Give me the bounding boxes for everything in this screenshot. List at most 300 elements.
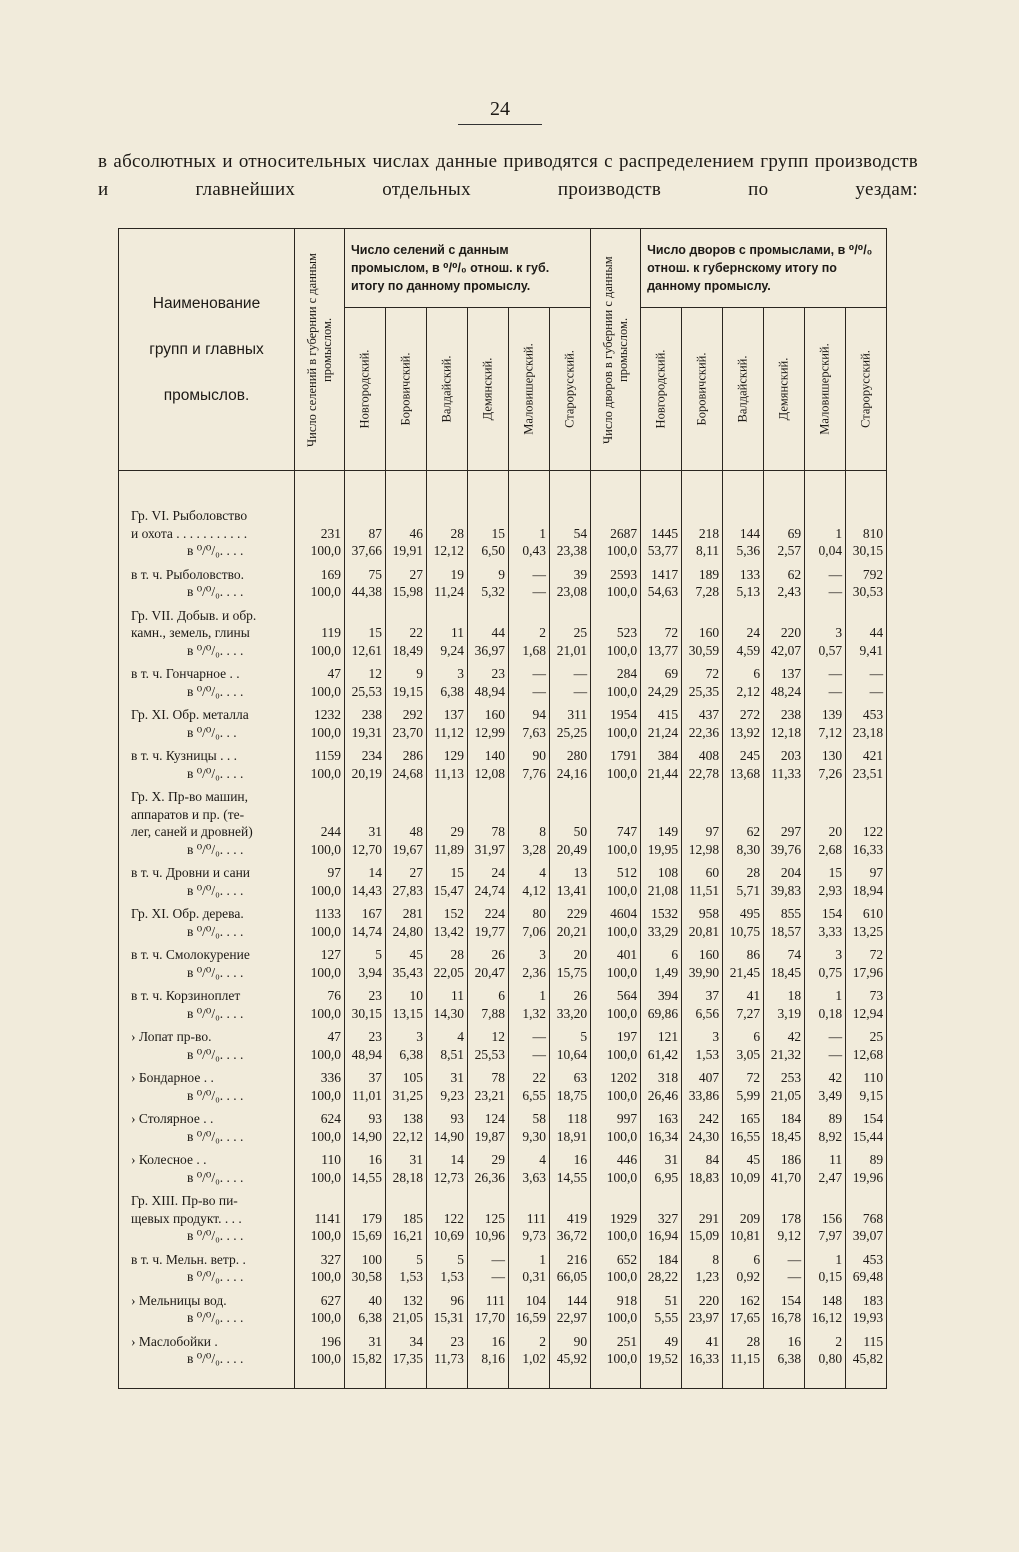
- cell-absolute: 97: [682, 823, 723, 841]
- cell-absolute: 27: [386, 566, 427, 584]
- cell-absolute: 627: [295, 1292, 345, 1310]
- cell-percent: 19,93: [846, 1309, 887, 1327]
- cell-absolute: 89: [805, 1110, 846, 1128]
- header-district-label: Старорусский.: [562, 350, 577, 428]
- cell-absolute: 1929: [591, 1210, 641, 1228]
- cell-percent: 100,0: [591, 1046, 641, 1064]
- table-row: [119, 507, 887, 525]
- cell-percent: 16,55: [723, 1128, 764, 1146]
- cell-absolute: 2: [509, 624, 550, 642]
- cell-percent: 100,0: [295, 964, 345, 982]
- cell-absolute: 49: [641, 1333, 682, 1351]
- cell-percent: 16,94: [641, 1227, 682, 1245]
- cell-percent: 1,32: [509, 1005, 550, 1023]
- cell-absolute: 23: [345, 1028, 386, 1046]
- cell-absolute: 154: [764, 1292, 805, 1310]
- cell-absolute: 2: [805, 1333, 846, 1351]
- cell-percent: 8,16: [468, 1350, 509, 1368]
- cell-percent: 100,0: [295, 923, 345, 941]
- cell-percent: 11,13: [427, 765, 468, 783]
- cell-percent: 15,09: [682, 1227, 723, 1245]
- cell-percent: 54,63: [641, 583, 682, 601]
- cell-percent: 23,97: [682, 1309, 723, 1327]
- cell-absolute: 292: [386, 706, 427, 724]
- cell-percent: 33,29: [641, 923, 682, 941]
- cell-absolute: 1133: [295, 905, 345, 923]
- table-row: [119, 765, 887, 783]
- row-label: в ⁰/⁰/₀. . .: [119, 724, 295, 742]
- cell-percent: 25,53: [345, 683, 386, 701]
- cell-absolute: 62: [764, 566, 805, 584]
- cell-absolute: 29: [427, 823, 468, 841]
- cell-absolute: 229: [550, 905, 591, 923]
- row-label: Гр. XI. Обр. дерева.: [119, 905, 295, 923]
- cell-percent: 21,05: [764, 1087, 805, 1105]
- cell-absolute: 189: [682, 566, 723, 584]
- cell-absolute: 1417: [641, 566, 682, 584]
- cell-absolute: 1141: [295, 1210, 345, 1228]
- cell-percent: 41,70: [764, 1169, 805, 1187]
- cell-percent: 9,24: [427, 642, 468, 660]
- row-label: в ⁰/⁰/₀. . . .: [119, 1350, 295, 1368]
- cell-percent: 31,25: [386, 1087, 427, 1105]
- cell-absolute: 6: [468, 987, 509, 1005]
- table-row: [119, 923, 887, 941]
- cell-percent: 19,77: [468, 923, 509, 941]
- cell-absolute: 96: [427, 1292, 468, 1310]
- cell-absolute: 3: [427, 665, 468, 683]
- cell-absolute: 3: [509, 946, 550, 964]
- row-label: Гр. VI. Рыболовство: [119, 507, 295, 525]
- header-name-line: групп и главных: [149, 340, 264, 358]
- cell-absolute: 958: [682, 905, 723, 923]
- cell-percent: 19,67: [386, 841, 427, 859]
- cell-percent: 18,75: [550, 1087, 591, 1105]
- cell-absolute: 63: [550, 1069, 591, 1087]
- cell-absolute: 160: [468, 706, 509, 724]
- cell-percent: 12,18: [764, 724, 805, 742]
- cell-absolute: 28: [427, 946, 468, 964]
- cell-percent: 3,63: [509, 1169, 550, 1187]
- cell-percent: 15,75: [550, 964, 591, 982]
- cell-percent: 19,15: [386, 683, 427, 701]
- table-row: [119, 1151, 887, 1169]
- cell-absolute: 162: [723, 1292, 764, 1310]
- cell-percent: 39,90: [682, 964, 723, 982]
- cell-absolute: 44: [846, 624, 887, 642]
- cell-percent: 100,0: [295, 1087, 345, 1105]
- table-row: [119, 607, 887, 625]
- cell-absolute: 224: [468, 905, 509, 923]
- cell-percent: 12,73: [427, 1169, 468, 1187]
- cell-percent: 7,06: [509, 923, 550, 941]
- cell-absolute: 132: [386, 1292, 427, 1310]
- cell-absolute: 133: [723, 566, 764, 584]
- cell-percent: 2,36: [509, 964, 550, 982]
- cell-absolute: 23: [427, 1333, 468, 1351]
- cell-absolute: 311: [550, 706, 591, 724]
- cell-absolute: 4: [509, 864, 550, 882]
- cell-absolute: 204: [764, 864, 805, 882]
- cell-percent: 1,49: [641, 964, 682, 982]
- cell-percent: 9,15: [846, 1087, 887, 1105]
- cell-absolute: 48: [386, 823, 427, 841]
- cell-absolute: 394: [641, 987, 682, 1005]
- header-district: [764, 308, 805, 471]
- cell-absolute: 26: [550, 987, 591, 1005]
- cell-absolute: 75: [345, 566, 386, 584]
- cell-absolute: 105: [386, 1069, 427, 1087]
- page-number: 24: [490, 98, 510, 120]
- cell-absolute: 90: [550, 1333, 591, 1351]
- table-row: [119, 823, 887, 841]
- cell-absolute: —: [764, 1251, 805, 1269]
- cell-percent: 0,31: [509, 1268, 550, 1286]
- cell-absolute: 138: [386, 1110, 427, 1128]
- cell-absolute: 16: [345, 1151, 386, 1169]
- table-row: [119, 566, 887, 584]
- row-label: в ⁰/⁰/₀. . . .: [119, 765, 295, 783]
- row-label: в т. ч. Гончарное . .: [119, 665, 295, 683]
- cell-absolute: 127: [295, 946, 345, 964]
- table-row: [119, 1268, 887, 1286]
- row-label: камн., земель, глины: [119, 624, 295, 642]
- cell-percent: 1,68: [509, 642, 550, 660]
- table-row: [119, 583, 887, 601]
- cell-percent: 100,0: [591, 1169, 641, 1187]
- cell-percent: 30,15: [846, 542, 887, 560]
- cell-absolute: 3: [805, 946, 846, 964]
- cell-percent: 9,23: [427, 1087, 468, 1105]
- cell-absolute: 18: [764, 987, 805, 1005]
- cell-percent: 9,12: [764, 1227, 805, 1245]
- table-row: [119, 724, 887, 742]
- cell-percent: 100,0: [591, 964, 641, 982]
- cell-absolute: 41: [723, 987, 764, 1005]
- cell-percent: 15,31: [427, 1309, 468, 1327]
- cell-absolute: 44: [468, 624, 509, 642]
- cell-percent: 18,91: [550, 1128, 591, 1146]
- cell-percent: 6,95: [641, 1169, 682, 1187]
- cell-percent: 53,77: [641, 542, 682, 560]
- table-row: [119, 1128, 887, 1146]
- cell-percent: 100,0: [295, 1128, 345, 1146]
- cell-absolute: 220: [764, 624, 805, 642]
- cell-percent: 100,0: [295, 1309, 345, 1327]
- cell-absolute: 495: [723, 905, 764, 923]
- table-row: [119, 624, 887, 642]
- cell-percent: —: [805, 683, 846, 701]
- table-row: [119, 905, 887, 923]
- cell-absolute: 1: [805, 1251, 846, 1269]
- table-row: [119, 1210, 887, 1228]
- header-district: [386, 308, 427, 471]
- cell-absolute: 165: [723, 1110, 764, 1128]
- table-row: [119, 1087, 887, 1105]
- cell-percent: 1,53: [427, 1268, 468, 1286]
- cell-percent: 24,80: [386, 923, 427, 941]
- cell-percent: 100,0: [591, 583, 641, 601]
- cell-absolute: —: [509, 566, 550, 584]
- cell-absolute: 384: [641, 747, 682, 765]
- cell-percent: 11,01: [345, 1087, 386, 1105]
- cell-absolute: 72: [723, 1069, 764, 1087]
- cell-percent: 23,70: [386, 724, 427, 742]
- cell-absolute: —: [550, 665, 591, 683]
- cell-percent: 100,0: [591, 882, 641, 900]
- cell-percent: 9,41: [846, 642, 887, 660]
- header-district-label: Демянский.: [480, 357, 495, 421]
- table-row: [119, 1350, 887, 1368]
- cell-percent: 20,19: [345, 765, 386, 783]
- cell-percent: 2,47: [805, 1169, 846, 1187]
- cell-absolute: 25: [846, 1028, 887, 1046]
- table-row: [119, 1046, 887, 1064]
- cell-absolute: 110: [295, 1151, 345, 1169]
- cell-percent: 6,56: [682, 1005, 723, 1023]
- cell-absolute: 20: [805, 823, 846, 841]
- cell-percent: 45,82: [846, 1350, 887, 1368]
- cell-absolute: 40: [345, 1292, 386, 1310]
- intro-paragraph: в абсолютных и относительных числах данные приводятся с распределением групп производств и главнейших отдельных производств по уездам:: [98, 151, 918, 200]
- cell-absolute: 286: [386, 747, 427, 765]
- cell-percent: 39,76: [764, 841, 805, 859]
- cell-percent: 22,36: [682, 724, 723, 742]
- header-households-total: [591, 229, 641, 471]
- cell-percent: 3,33: [805, 923, 846, 941]
- cell-percent: 11,89: [427, 841, 468, 859]
- cell-percent: 3,49: [805, 1087, 846, 1105]
- header-district: [509, 308, 550, 471]
- cell-absolute: 167: [345, 905, 386, 923]
- cell-absolute: —: [509, 665, 550, 683]
- header-name-line: промыслов.: [163, 386, 250, 404]
- cell-absolute: 9: [386, 665, 427, 683]
- cell-absolute: 218: [682, 525, 723, 543]
- cell-percent: 7,88: [468, 1005, 509, 1023]
- cell-absolute: 10: [386, 987, 427, 1005]
- table-row: [119, 1292, 887, 1310]
- cell-percent: 8,92: [805, 1128, 846, 1146]
- cell-absolute: 446: [591, 1151, 641, 1169]
- cell-percent: 44,38: [345, 583, 386, 601]
- header-district: [641, 308, 682, 471]
- table-row: [119, 1169, 887, 1187]
- cell-percent: 1,02: [509, 1350, 550, 1368]
- table-row: [119, 806, 887, 824]
- cell-absolute: 918: [591, 1292, 641, 1310]
- cell-absolute: 148: [805, 1292, 846, 1310]
- cell-absolute: 29: [468, 1151, 509, 1169]
- cell-absolute: 47: [295, 665, 345, 683]
- cell-absolute: 37: [345, 1069, 386, 1087]
- cell-percent: 17,70: [468, 1309, 509, 1327]
- row-label: › Маслобойки .: [119, 1333, 295, 1351]
- cell-percent: 13,25: [846, 923, 887, 941]
- table-row: [119, 665, 887, 683]
- cell-percent: 0,80: [805, 1350, 846, 1368]
- cell-percent: 19,52: [641, 1350, 682, 1368]
- cell-absolute: 72: [641, 624, 682, 642]
- cell-absolute: 93: [345, 1110, 386, 1128]
- header-district: [805, 308, 846, 471]
- cell-percent: —: [509, 1046, 550, 1064]
- cell-percent: 45,92: [550, 1350, 591, 1368]
- cell-percent: 100,0: [591, 841, 641, 859]
- row-label: в ⁰/⁰/₀. . . .: [119, 683, 295, 701]
- cell-absolute: 652: [591, 1251, 641, 1269]
- cell-percent: 6,38: [386, 1046, 427, 1064]
- cell-absolute: 149: [641, 823, 682, 841]
- cell-absolute: 28: [723, 1333, 764, 1351]
- cell-percent: 12,08: [468, 765, 509, 783]
- cell-percent: 7,63: [509, 724, 550, 742]
- cell-absolute: 69: [764, 525, 805, 543]
- cell-percent: 48,94: [468, 683, 509, 701]
- cell-absolute: 401: [591, 946, 641, 964]
- row-label: в ⁰/⁰/₀. . . .: [119, 1169, 295, 1187]
- cell-absolute: 94: [509, 706, 550, 724]
- cell-absolute: 140: [468, 747, 509, 765]
- cell-absolute: 1: [509, 987, 550, 1005]
- cell-percent: 35,43: [386, 964, 427, 982]
- cell-percent: 12,98: [682, 841, 723, 859]
- row-label: лег, саней и дровней): [119, 823, 295, 841]
- cell-absolute: 73: [846, 987, 887, 1005]
- cell-absolute: 25: [550, 624, 591, 642]
- row-label: в ⁰/⁰/₀. . . .: [119, 1087, 295, 1105]
- cell-absolute: 5: [345, 946, 386, 964]
- cell-percent: 33,20: [550, 1005, 591, 1023]
- cell-percent: 1,53: [682, 1046, 723, 1064]
- cell-absolute: 183: [846, 1292, 887, 1310]
- cell-absolute: 34: [386, 1333, 427, 1351]
- cell-percent: 14,55: [550, 1169, 591, 1187]
- cell-absolute: 118: [550, 1110, 591, 1128]
- cell-percent: 24,68: [386, 765, 427, 783]
- cell-absolute: 74: [764, 946, 805, 964]
- cell-absolute: 104: [509, 1292, 550, 1310]
- cell-absolute: 46: [386, 525, 427, 543]
- cell-absolute: 11: [427, 987, 468, 1005]
- cell-percent: 24,16: [550, 765, 591, 783]
- table-row: [119, 1069, 887, 1087]
- cell-percent: 10,96: [468, 1227, 509, 1245]
- cell-percent: 10,64: [550, 1046, 591, 1064]
- cell-percent: 7,28: [682, 583, 723, 601]
- cell-percent: 12,68: [846, 1046, 887, 1064]
- cell-percent: —: [468, 1268, 509, 1286]
- cell-percent: 0,57: [805, 642, 846, 660]
- cell-absolute: 89: [846, 1151, 887, 1169]
- cell-percent: 24,29: [641, 683, 682, 701]
- cell-percent: 100,0: [295, 1350, 345, 1368]
- cell-absolute: 220: [682, 1292, 723, 1310]
- table-row: [119, 864, 887, 882]
- cell-absolute: 610: [846, 905, 887, 923]
- cell-absolute: 245: [723, 747, 764, 765]
- cell-absolute: 37: [682, 987, 723, 1005]
- cell-absolute: 15: [345, 624, 386, 642]
- cell-percent: 17,35: [386, 1350, 427, 1368]
- cell-percent: 2,12: [723, 683, 764, 701]
- cell-absolute: 1791: [591, 747, 641, 765]
- row-label: в т. ч. Корзиноплет: [119, 987, 295, 1005]
- cell-percent: 6,38: [764, 1350, 805, 1368]
- cell-absolute: 197: [591, 1028, 641, 1046]
- cell-absolute: 5: [386, 1251, 427, 1269]
- cell-absolute: 156: [805, 1210, 846, 1228]
- cell-absolute: 185: [386, 1210, 427, 1228]
- cell-absolute: 45: [723, 1151, 764, 1169]
- cell-percent: 100,0: [591, 1309, 641, 1327]
- cell-percent: 3,05: [723, 1046, 764, 1064]
- cell-absolute: 4604: [591, 905, 641, 923]
- header-district: [468, 308, 509, 471]
- header-villages-total-text: Число селений в губернии с данным промыслом.: [304, 252, 334, 447]
- header-district-label: Новгородский.: [653, 349, 668, 429]
- cell-absolute: 45: [386, 946, 427, 964]
- table-row: [119, 987, 887, 1005]
- cell-absolute: 144: [550, 1292, 591, 1310]
- cell-absolute: 60: [682, 864, 723, 882]
- cell-percent: 13,15: [386, 1005, 427, 1023]
- cell-absolute: 231: [295, 525, 345, 543]
- cell-percent: 23,51: [846, 765, 887, 783]
- table-row: [119, 1110, 887, 1128]
- header-name-column: [119, 229, 295, 471]
- row-label: в ⁰/⁰/₀. . . .: [119, 1128, 295, 1146]
- cell-absolute: 50: [550, 823, 591, 841]
- cell-absolute: 97: [846, 864, 887, 882]
- cell-absolute: 3: [386, 1028, 427, 1046]
- cell-percent: 0,75: [805, 964, 846, 982]
- cell-percent: 13,42: [427, 923, 468, 941]
- cell-absolute: 100: [345, 1251, 386, 1269]
- cell-absolute: 152: [427, 905, 468, 923]
- cell-absolute: 318: [641, 1069, 682, 1087]
- table-row: [119, 747, 887, 765]
- row-label: в ⁰/⁰/₀. . . .: [119, 1046, 295, 1064]
- row-label: в т. ч. Дровни и сани: [119, 864, 295, 882]
- cell-percent: 14,90: [345, 1128, 386, 1146]
- cell-percent: 11,51: [682, 882, 723, 900]
- cell-percent: 0,92: [723, 1268, 764, 1286]
- cell-percent: 2,93: [805, 882, 846, 900]
- cell-percent: 21,44: [641, 765, 682, 783]
- cell-percent: 0,04: [805, 542, 846, 560]
- cell-absolute: 2687: [591, 525, 641, 543]
- cell-percent: 15,82: [345, 1350, 386, 1368]
- cell-percent: 19,87: [468, 1128, 509, 1146]
- cell-percent: 22,12: [386, 1128, 427, 1146]
- cell-absolute: 72: [682, 665, 723, 683]
- cell-percent: 23,21: [468, 1087, 509, 1105]
- cell-percent: 16,33: [846, 841, 887, 859]
- cell-absolute: 42: [805, 1069, 846, 1087]
- row-label: › Мельницы вод.: [119, 1292, 295, 1310]
- cell-absolute: 284: [591, 665, 641, 683]
- cell-absolute: 31: [345, 823, 386, 841]
- cell-absolute: 4: [427, 1028, 468, 1046]
- cell-absolute: 19: [427, 566, 468, 584]
- cell-percent: 17,65: [723, 1309, 764, 1327]
- cell-absolute: 69: [641, 665, 682, 683]
- cell-absolute: 12: [468, 1028, 509, 1046]
- cell-absolute: 251: [591, 1333, 641, 1351]
- cell-absolute: 1532: [641, 905, 682, 923]
- table-row: [119, 1028, 887, 1046]
